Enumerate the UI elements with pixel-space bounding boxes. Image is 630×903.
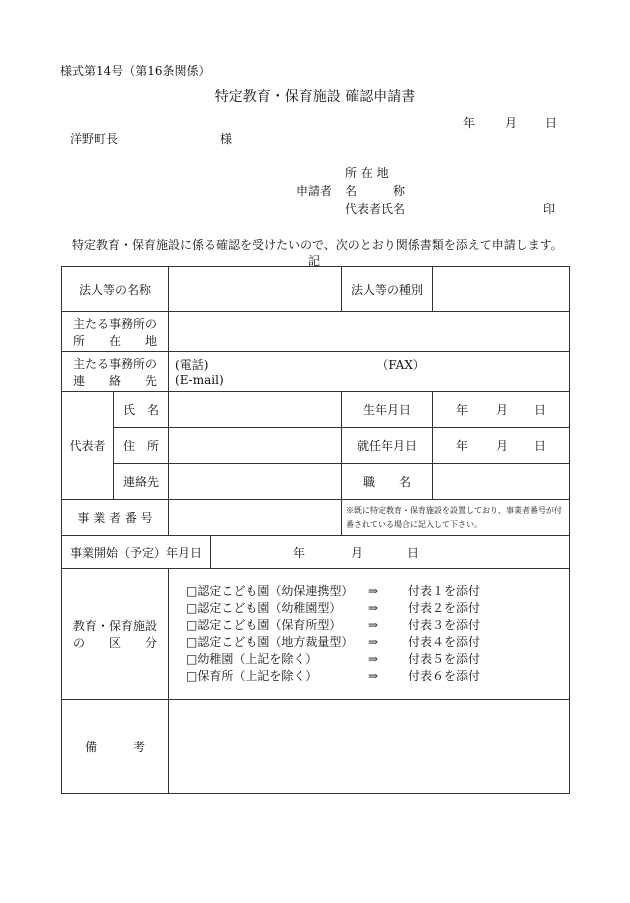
appointed-year: 年 — [455, 439, 468, 453]
appointed-date-field[interactable] — [433, 428, 570, 464]
facility-option-attach: 付表３を添付 — [408, 618, 481, 632]
rep-contact-field[interactable] — [169, 464, 342, 500]
remarks-row — [62, 700, 570, 794]
start-date-field[interactable] — [211, 536, 570, 569]
seal-mark: 印 — [543, 202, 556, 216]
honorific: 様 — [220, 132, 233, 146]
facility-option-attach: 付表６を添付 — [408, 669, 481, 683]
appointed-day: 日 — [534, 439, 547, 453]
form-number: 様式第14号（第16条関係） — [60, 64, 211, 78]
facility-option-name: □認定こども園（保育所型） — [186, 618, 342, 632]
facility-option-attach: 付表４を添付 — [408, 635, 481, 649]
birth-month: 月 — [496, 403, 509, 417]
rep-name-field[interactable] — [169, 392, 342, 428]
position-field[interactable] — [433, 464, 570, 500]
arrow-icon: ⇒ — [368, 669, 379, 683]
rep-contact-row — [62, 464, 570, 500]
arrow-icon: ⇒ — [368, 652, 379, 666]
applicant-rep-label: 代表者氏名 — [345, 202, 406, 216]
arrow-icon: ⇒ — [368, 584, 379, 598]
rep-address-field[interactable] — [169, 428, 342, 464]
birth-day: 日 — [534, 403, 547, 417]
facility-option[interactable] — [186, 583, 563, 600]
remarks-field[interactable] — [169, 700, 570, 794]
corp-name-field[interactable] — [169, 267, 342, 312]
office-contact-label-line1: 主たる事務所の — [73, 356, 158, 371]
representative-label: 代表者 — [62, 392, 114, 500]
business-number-row — [62, 500, 570, 536]
business-number-field[interactable] — [169, 500, 342, 536]
start-date-row — [62, 536, 570, 569]
corp-type-field[interactable] — [433, 267, 570, 312]
rep-name-row — [62, 392, 570, 428]
facility-option[interactable] — [186, 651, 563, 668]
intro-text: 特定教育・保育施設に係る確認を受けたいので、次のとおり関係書類を添えて申請します。 — [72, 238, 563, 252]
corp-type-label: 法人等の種別 — [342, 267, 433, 312]
facility-option[interactable] — [186, 634, 563, 651]
application-form-table — [61, 266, 570, 794]
office-address-label-line2: 所 在 地 — [73, 333, 158, 348]
office-address-label-line1: 主たる事務所の — [73, 316, 158, 331]
position-label: 職 名 — [342, 464, 433, 500]
office-address-row — [62, 312, 570, 352]
remarks-label: 備 考 — [62, 700, 169, 794]
corp-name-label: 法人等の名称 — [62, 267, 169, 312]
facility-type-label — [62, 569, 169, 700]
facility-option[interactable] — [186, 600, 563, 617]
arrow-icon: ⇒ — [368, 618, 379, 632]
facility-type-label-line2: の 区 分 — [73, 636, 158, 650]
birth-date-field[interactable] — [433, 392, 570, 428]
facility-option-attach: 付表２を添付 — [408, 601, 481, 615]
applicant-address-label: 所 在 地 — [345, 166, 389, 180]
facility-option-attach: 付表１を添付 — [408, 584, 481, 598]
rep-address-row — [62, 428, 570, 464]
start-year: 年 — [293, 545, 306, 560]
office-address-field[interactable] — [169, 312, 570, 352]
facility-option-name: □保育所（上記を除く） — [186, 669, 318, 683]
document-title: 特定教育・保育施設 確認申請書 — [214, 89, 416, 105]
facility-option-attach: 付表５を添付 — [408, 652, 481, 666]
office-contact-row — [62, 352, 570, 392]
fax-label: （FAX） — [376, 358, 425, 372]
corp-row — [62, 267, 570, 312]
facility-option-name: □認定こども園（幼保連携型） — [186, 584, 354, 598]
applicant-label: 申請者 — [296, 184, 333, 198]
rep-name-label: 氏 名 — [114, 392, 169, 428]
rep-contact-label: 連絡先 — [114, 464, 169, 500]
facility-option-name: □幼稚園（上記を除く） — [186, 652, 318, 666]
office-address-label — [62, 312, 169, 352]
start-day: 日 — [407, 545, 420, 560]
rep-address-label: 住 所 — [114, 428, 169, 464]
business-number-note: ※既に特定教育・保育施設を設置しており、事業者番号が付番されている場合に記入して下さい。 — [342, 500, 570, 536]
facility-option-name: □認定こども園（幼稚園型） — [186, 601, 342, 615]
application-date — [463, 114, 557, 131]
arrow-icon: ⇒ — [368, 601, 379, 615]
facility-type-row — [62, 569, 570, 700]
office-contact-label — [62, 352, 169, 392]
start-month: 月 — [351, 545, 364, 560]
birth-year: 年 — [455, 403, 468, 417]
date-month-label: 月 — [504, 116, 517, 130]
office-contact-field[interactable] — [169, 352, 570, 392]
facility-type-label-line1: 教育・保育施設 — [73, 619, 158, 633]
tel-label: (電話) — [175, 358, 209, 372]
facility-option[interactable] — [186, 617, 563, 634]
birth-date-label: 生年月日 — [342, 392, 433, 428]
email-label: (E-mail) — [175, 373, 224, 387]
facility-option-name: □認定こども園（地方裁量型） — [186, 635, 354, 649]
arrow-icon: ⇒ — [368, 635, 379, 649]
addressee: 洋野町長 — [70, 132, 119, 146]
office-contact-label-line2: 連 絡 先 — [73, 373, 158, 388]
date-day-label: 日 — [544, 116, 557, 130]
appointed-month: 月 — [496, 439, 509, 453]
facility-option[interactable] — [186, 668, 563, 685]
business-number-label: 事 業 者 番 号 — [62, 500, 169, 536]
start-date-label: 事業開始（予定）年月日 — [62, 536, 211, 569]
ki-mark: 記 — [308, 254, 321, 268]
date-year-label: 年 — [462, 116, 475, 130]
appointed-date-label: 就任年月日 — [342, 428, 433, 464]
facility-type-options — [169, 569, 570, 700]
applicant-name-label: 名 称 — [345, 184, 406, 198]
